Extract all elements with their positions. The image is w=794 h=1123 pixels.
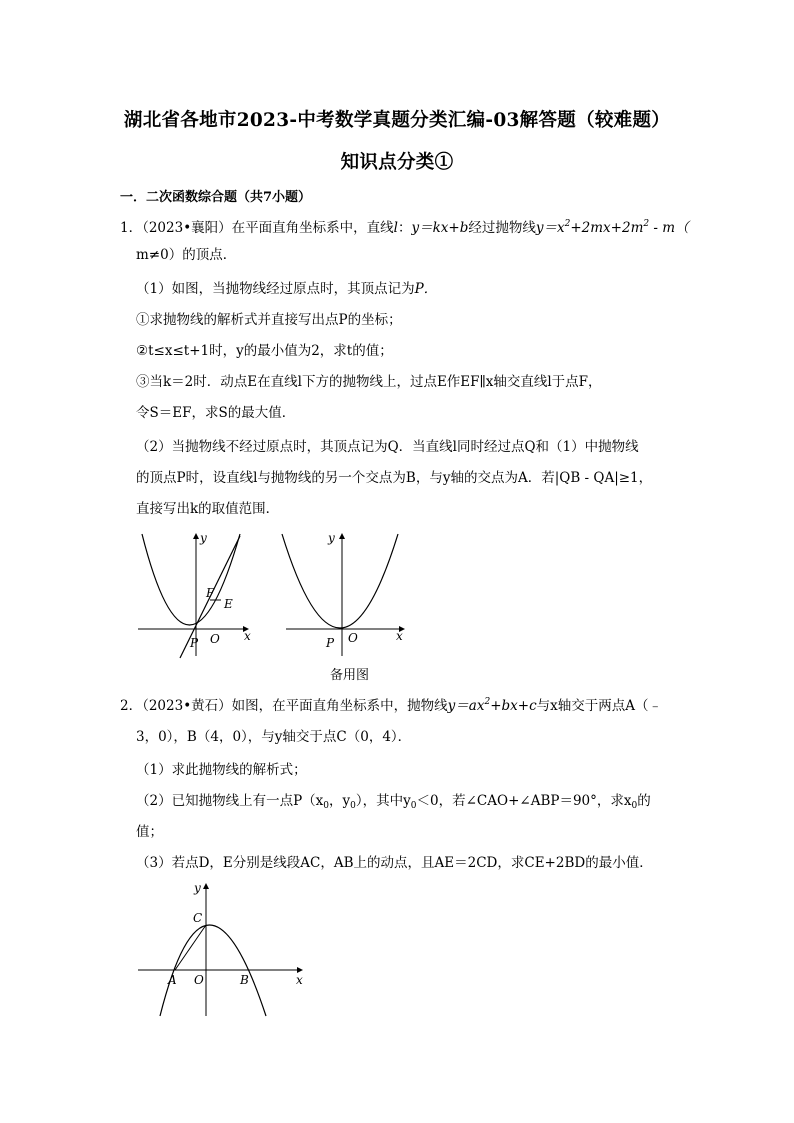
- x-axis-label: x: [244, 629, 251, 643]
- parabola-equation: $y=x^2+2mx+2m^2 - m$（: [535, 219, 689, 236]
- document-title: 湖北省各地市2023-中考数学真题分类汇编-03解答题（较难题）: [123, 110, 671, 131]
- point-f-label: F: [206, 586, 215, 600]
- problem1-number: 1．: [120, 220, 143, 236]
- line-l-symbol: l: [393, 220, 398, 236]
- y-axis-label: y: [328, 531, 335, 545]
- y-axis-label: y: [194, 881, 201, 895]
- point-p-label: P: [190, 636, 199, 650]
- problem1-part2a: （2）当抛物线不经过原点时，其顶点记为Q．当直线l同时经过点Q和（1）中抛物线: [136, 439, 639, 455]
- problem1-q3b: 令S＝EF，求S的最大值．: [136, 405, 296, 421]
- problem1-source: （2023•襄阳）: [142, 220, 232, 236]
- line-equation: y＝kx+b: [411, 220, 469, 236]
- parabola-curve: [142, 534, 240, 625]
- x-axis-label: x: [296, 973, 303, 987]
- problem1-part1-intro: （1）如图，当抛物线经过原点时，其顶点记为P．: [136, 281, 438, 297]
- point-c-label: C: [193, 911, 203, 925]
- parabola-curve: [282, 534, 398, 628]
- point-b-label: B: [240, 973, 249, 987]
- problem1-intro: 在平面直角坐标系中，直线: [231, 220, 394, 236]
- section-heading: 一．二次函数综合题（共7小题）: [120, 190, 312, 205]
- problem1-line2: m≠0）的顶点．: [136, 247, 237, 263]
- problem1-line1: [120, 218, 689, 238]
- problem1-colon: ：: [398, 220, 412, 236]
- problem1-figure-backup: [280, 526, 410, 660]
- problem1-figure-main: [130, 526, 260, 660]
- problem1-q1: ①求抛物线的解析式并直接写出点P的坐标；: [136, 312, 402, 328]
- problem2-figure: [130, 878, 310, 1018]
- x-axis-label: x: [396, 629, 403, 643]
- problem2-part2b: 值；: [136, 824, 163, 840]
- problem1-part2b: 的顶点P时，设直线l与抛物线的另一个交点为B，与y轴的交点为A．若|QB - QA|≥1，: [136, 470, 653, 486]
- problem2-line1: 2．（2023•黄石）如图，在平面直角坐标系中，抛物线$y=ax^2+bx+c$与x轴交于两点A（﹣: [120, 697, 663, 714]
- problem2-source: （2023•黄石）: [142, 698, 232, 714]
- origin-label: O: [348, 631, 358, 645]
- problem2-part1: （1）求此抛物线的解析式；: [136, 762, 307, 778]
- problem2-part3: （3）若点D，E分别是线段AC，AB上的动点，且AE＝2CD，求CE+2BD的最小值．: [136, 855, 653, 871]
- origin-label: O: [194, 973, 204, 987]
- origin-label: O: [210, 632, 220, 646]
- problem1-q2: ②t≤x≤t+1时，y的最小值为2，求t的值；: [136, 343, 393, 359]
- figure-caption: 备用图: [330, 668, 370, 683]
- document-subtitle: 知识点分类①: [340, 152, 454, 173]
- problem2-line2: 3，0），B（4，0），与y轴交于点C（0，4）．: [136, 729, 412, 745]
- y-axis-label: y: [200, 531, 207, 545]
- segment-ac: [175, 925, 206, 970]
- problem1-q3a: ③当k＝2时．动点E在直线l下方的抛物线上，过点E作EF∥x轴交直线l于点F，: [136, 374, 602, 390]
- problem1-part2c: 直接写出k的取值范围．: [136, 501, 280, 517]
- point-p-label: P: [326, 636, 335, 650]
- point-a-label: A: [168, 973, 177, 987]
- problem2-number: 2．: [120, 698, 143, 714]
- point-e-label: E: [224, 597, 233, 611]
- problem2-part2a: （2）已知抛物线上有一点$P(x_0$，$y_0$），其中$y_0<0$，若∠CAO+∠ABP＝90°，求$x_0$的: [136, 793, 651, 811]
- problem2-equation: $y=ax^2+bx+c$: [447, 697, 537, 714]
- problem1-through: 经过抛物线: [468, 220, 536, 236]
